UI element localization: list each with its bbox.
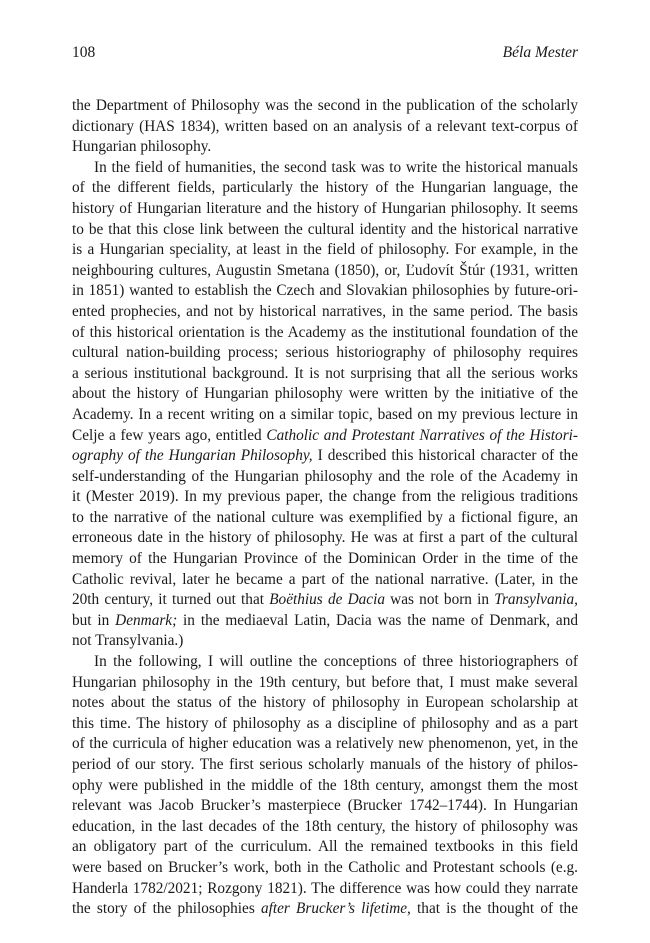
text-line: but in Denmark; in the mediaeval Latin, Dacia was the name of Denmark, and [72, 611, 579, 629]
text-line: of the different fields, particularly the history of the Hungarian language, the [72, 179, 578, 197]
text-line: Hungarian philosophy in the 19th century, but before that, I must make several [72, 673, 578, 691]
text-line: about the history of Hungarian philosophy were written by the initiative of the [72, 385, 578, 403]
text-line: history of Hungarian literature and the history of Hungarian philosophy. It seems [72, 199, 578, 217]
text-line: to be that this close link between the cultural identity and the historical narrative [72, 220, 578, 238]
text-line: it (Mester 2019). In my previous paper, the change from the religious traditions [72, 488, 578, 506]
text-line: Hungarian philosophy. [72, 138, 212, 156]
text-line: the story of the philosophies after Brucker’s lifetime, that is the thought of the [72, 900, 578, 918]
text-line: period of our story. The first serious scholarly manuals of the history of philos- [72, 756, 578, 773]
text-line: the Department of Philosophy was the second in the publication of the scholarly [72, 97, 578, 114]
book-page [72, 44, 578, 920]
text-line: to the narrative of the national culture was exemplified by a fictional figure, an [72, 508, 578, 526]
text-line: relevant was Jacob Brucker’s masterpiece (Brucker 1742–1744). In Hungarian [72, 797, 578, 815]
paragraph [72, 652, 578, 920]
text-line: ography of the Hungarian Philosophy, I described this historical character of the [72, 447, 578, 465]
body-text [72, 96, 578, 920]
text-line: is a Hungarian speciality, at least in the field of philosophy. For example, in the [72, 241, 578, 259]
text-line: In the field of humanities, the second task was to write the historical manuals [94, 158, 578, 176]
running-header [72, 44, 578, 66]
text-line: Academy. In a recent writing on a similar topic, based on my previous lecture in [72, 405, 578, 423]
text-line: education, in the last decades of the 18th century, the history of philosophy was [72, 817, 578, 835]
text-line: neighbouring cultures, Augustin Smetana (1850), or, Ľudovít Štúr (1931, written [72, 261, 578, 279]
text-line: were based on Brucker’s work, both in the Catholic and Protestant schools (e.g. [72, 858, 578, 876]
text-line: an obligatory part of the curriculum. All the remained textbooks in this field [72, 838, 578, 856]
text-line: ophy were published in the middle of the 18th century, amongst them the most [72, 776, 578, 794]
text-line: dictionary (HAS 1834), written based on an analysis of a relevant text-corpus of [72, 117, 578, 135]
text-line: not Transylvania.) [72, 632, 184, 650]
text-line: in 1851) wanted to establish the Czech and Slovakian philosophies by future-ori- [72, 282, 578, 300]
text-line: 20th century, it turned out that Boëthius de Dacia was not born in Transylvania, [72, 591, 578, 609]
text-line: memory of the Hungarian Province of the Dominican Order in the time of the [72, 550, 578, 568]
text-line: notes about the status of the history of philosophy in European scholarship at [72, 694, 578, 712]
paragraph [72, 158, 578, 652]
text-line: of this historical orientation is the Academy as the institutional foundation of the [72, 323, 578, 341]
text-line: a serious institutional background. It is not surprising that all the serious works [72, 364, 578, 382]
text-line: this time. The history of philosophy as a discipline of philosophy and as a part [72, 714, 578, 732]
page-number: 108 [72, 44, 96, 61]
running-author: Béla Mester [502, 44, 578, 61]
text-line: Catholic revival, later he became a part of the national narrative. (Later, in the [72, 570, 578, 588]
text-line: In the following, I will outline the conceptions of three historiographers of [94, 653, 578, 671]
text-line: of the curricula of higher education was a relatively new phenomenon, yet, in the [72, 735, 578, 753]
text-line: self-understanding of the Hungarian philosophy and the role of the Academy in [72, 467, 578, 485]
text-line: Handerla 1782/2021; Rozgony 1821). The difference was how could they narrate [72, 879, 578, 897]
text-line: Celje a few years ago, entitled Catholic and Protestant Narratives of the Histori- [72, 426, 578, 444]
text-line: cultural nation-building process; serious historiography of philosophy requires [72, 344, 578, 362]
paragraph [72, 96, 578, 158]
text-line: ented prophecies, and not by historical narratives, in the same period. The basis [72, 302, 578, 320]
text-line: erroneous date in the history of philosophy. He was at first a part of the cultural [72, 529, 578, 547]
